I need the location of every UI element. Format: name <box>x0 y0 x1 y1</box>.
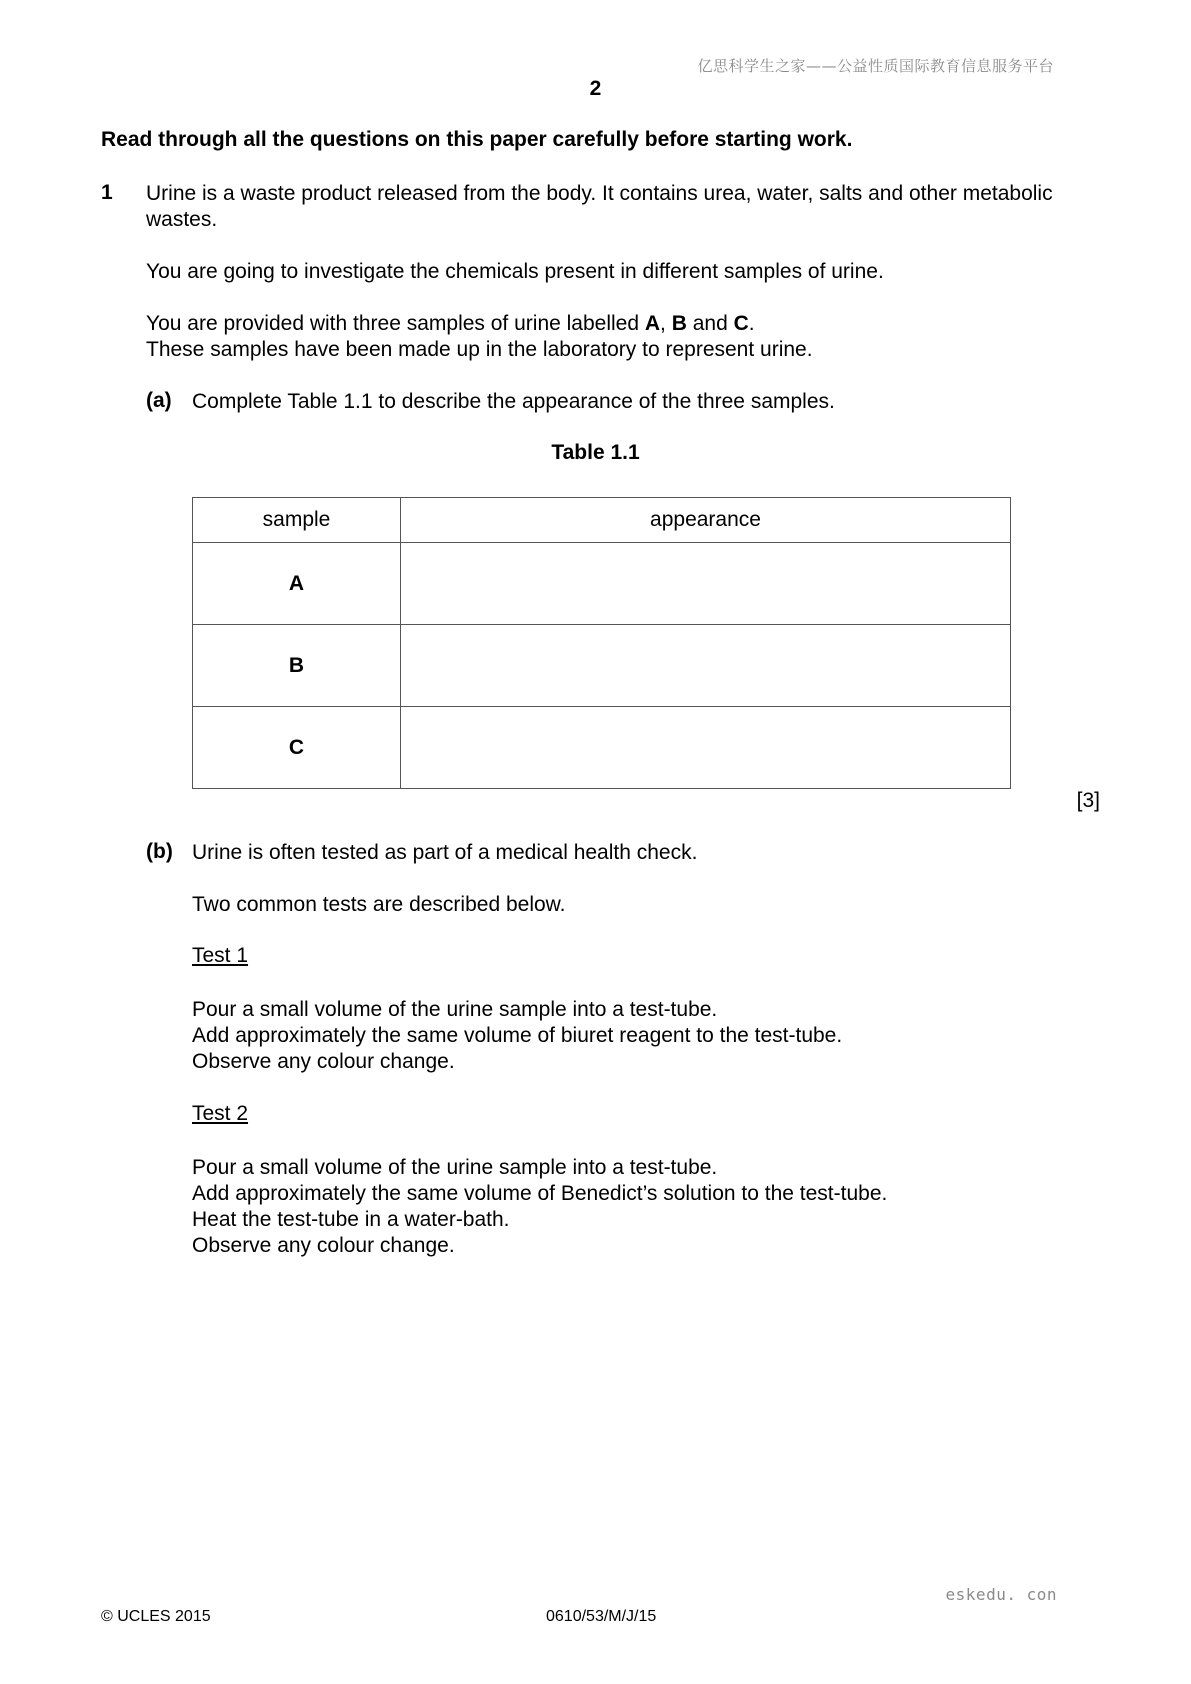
question-intro: Urine is a waste product released from the body. It contains urea, water, salts and other metabolic wastes. <box>146 182 1053 231</box>
paper-instruction: Read through all the questions on this paper carefully before starting work. <box>101 128 853 151</box>
provided-end: . <box>748 312 755 335</box>
sample-c-ref: C <box>733 312 749 335</box>
question-purpose: You are going to investigate the chemicals present in different samples of urine. <box>146 260 884 283</box>
part-a-label: (a) <box>146 389 172 412</box>
part-b-label: (b) <box>146 840 173 863</box>
part-a-marks: [3] <box>1076 789 1100 812</box>
test1-heading: Test 1 <box>192 944 249 967</box>
sample-cell: A <box>193 543 401 625</box>
table-row <box>193 625 1011 707</box>
page-number: 2 <box>589 77 602 100</box>
appearance-answer-cell[interactable] <box>401 543 1011 625</box>
appearance-table <box>192 497 1011 789</box>
test2-step: Observe any colour change. <box>192 1234 455 1257</box>
sample-a-ref: A <box>644 312 661 335</box>
header-appearance: appearance <box>401 498 1011 543</box>
appearance-answer-cell[interactable] <box>401 625 1011 707</box>
part-a-text: Complete Table 1.1 to describe the appearance of the three samples. <box>192 390 835 413</box>
header-sample: sample <box>193 498 401 543</box>
footer-watermark: eskedu. con <box>945 1585 1057 1604</box>
sample-b-ref: B <box>671 312 687 335</box>
test2-step: Pour a small volume of the urine sample into a test-tube. <box>192 1156 718 1179</box>
test1-step: Observe any colour change. <box>192 1050 455 1073</box>
test2-heading: Test 2 <box>192 1102 249 1125</box>
samples-provided <box>146 311 813 363</box>
sample-cell: C <box>193 707 401 789</box>
test1-step: Add approximately the same volume of biuret reagent to the test-tube. <box>192 1024 843 1047</box>
table-header-row <box>193 498 1011 543</box>
footer-paper-code: 0610/53/M/J/15 <box>546 1608 657 1625</box>
table-row <box>193 543 1011 625</box>
test2-step: Add approximately the same volume of Benedict’s solution to the test-tube. <box>192 1182 888 1205</box>
provided-and: and <box>686 312 734 335</box>
test1-steps <box>192 997 842 1075</box>
header-watermark: 亿思科学生之家——公益性质国际教育信息服务平台 <box>697 57 1054 75</box>
table-title: Table 1.1 <box>551 441 640 464</box>
samples-provided-line1 <box>146 311 813 337</box>
appearance-answer-cell[interactable] <box>401 707 1011 789</box>
part-b-text: Urine is often tested as part of a medical health check. <box>192 841 698 864</box>
test2-step: Heat the test-tube in a water-bath. <box>192 1208 510 1231</box>
question-number: 1 <box>101 181 113 204</box>
footer-copyright: © UCLES 2015 <box>101 1608 211 1625</box>
provided-prefix: You are provided with three samples of urine labelled <box>146 312 645 335</box>
test2-steps <box>192 1155 887 1259</box>
test1-step: Pour a small volume of the urine sample into a test-tube. <box>192 998 718 1021</box>
part-b-tests-intro: Two common tests are described below. <box>192 893 566 916</box>
samples-provided-line2: These samples have been made up in the laboratory to represent urine. <box>146 338 813 361</box>
provided-separator: , <box>660 312 672 335</box>
sample-cell: B <box>193 625 401 707</box>
table-row <box>193 707 1011 789</box>
